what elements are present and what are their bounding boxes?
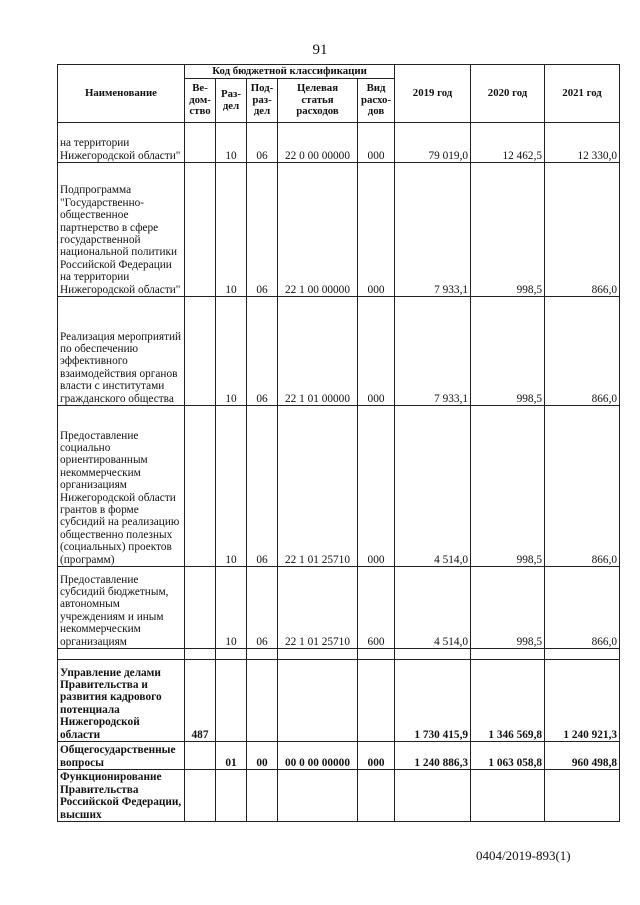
table-row xyxy=(58,660,620,742)
row-target-article: 00 0 00 00000 xyxy=(278,742,358,770)
row-value-2021 xyxy=(545,770,620,822)
row-section: 01 xyxy=(216,742,247,770)
row-name: Управление делами Правительства и развития кадрового потенциала Нижегородской области xyxy=(58,660,185,742)
header-year-2021: 2021 год xyxy=(545,65,620,123)
row-expense-type: 000 xyxy=(358,406,395,567)
header-year-2020: 2020 год xyxy=(471,65,545,123)
header-subsection: Под-раз-дел xyxy=(247,79,278,123)
row-value-2019: 7 933,1 xyxy=(395,297,471,406)
header-target-article: Целевая статья расходов xyxy=(278,79,358,123)
row-target-article: 22 1 01 00000 xyxy=(278,297,358,406)
row-target-article: 22 1 01 25710 xyxy=(278,406,358,567)
row-value-2020: 1 063 058,8 xyxy=(471,742,545,770)
row-expense-type xyxy=(358,770,395,822)
row-name: Подпрограмма "Государственно-общественное партнерство в сфере государственной национальной политики Российской Федерации на территории Нижегородской области" xyxy=(58,163,185,297)
row-section: 10 xyxy=(216,123,247,163)
row-subsection: 06 xyxy=(247,163,278,297)
row-value-2019: 79 019,0 xyxy=(395,123,471,163)
row-target-article: 22 0 00 00000 xyxy=(278,123,358,163)
row-target-article xyxy=(278,660,358,742)
row-name: Общегосударственные вопросы xyxy=(58,742,185,770)
row-value-2019: 4 514,0 xyxy=(395,567,471,649)
row-department xyxy=(185,163,216,297)
table-row xyxy=(58,163,620,297)
row-value-2021: 960 498,8 xyxy=(545,742,620,770)
row-subsection: 06 xyxy=(247,297,278,406)
header-section: Раз-дел xyxy=(216,79,247,123)
row-subsection xyxy=(247,770,278,822)
row-expense-type xyxy=(358,660,395,742)
row-value-2021: 866,0 xyxy=(545,406,620,567)
row-value-2021: 866,0 xyxy=(545,163,620,297)
header-name: Наименование xyxy=(58,65,185,123)
table-row xyxy=(58,770,620,822)
row-section: 10 xyxy=(216,297,247,406)
row-section xyxy=(216,660,247,742)
row-value-2021: 866,0 xyxy=(545,297,620,406)
row-department xyxy=(185,406,216,567)
row-expense-type: 000 xyxy=(358,297,395,406)
row-value-2020: 1 346 569,8 xyxy=(471,660,545,742)
row-expense-type: 000 xyxy=(358,163,395,297)
row-expense-type: 000 xyxy=(358,123,395,163)
row-section: 10 xyxy=(216,163,247,297)
row-name: Реализация мероприятий по обеспечению эффективного взаимодействия органов власти с институтами гражданского общества xyxy=(58,297,185,406)
row-value-2019: 4 514,0 xyxy=(395,406,471,567)
page-number: 91 xyxy=(312,42,328,58)
row-value-2020: 998,5 xyxy=(471,406,545,567)
row-value-2021: 12 330,0 xyxy=(545,123,620,163)
document-code: 0404/2019-893(1) xyxy=(476,848,571,863)
header-year-2019: 2019 год xyxy=(395,65,471,123)
row-target-article xyxy=(278,770,358,822)
row-value-2020 xyxy=(471,770,545,822)
budget-table xyxy=(57,64,620,822)
row-value-2019: 7 933,1 xyxy=(395,163,471,297)
row-subsection xyxy=(247,660,278,742)
row-value-2019: 1 730 415,9 xyxy=(395,660,471,742)
row-value-2020: 998,5 xyxy=(471,297,545,406)
row-department xyxy=(185,742,216,770)
spacer-row xyxy=(58,649,620,660)
table-row xyxy=(58,297,620,406)
header-classification-code: Код бюджетной классификации xyxy=(185,65,395,79)
row-department: 487 xyxy=(185,660,216,742)
row-value-2019: 1 240 886,3 xyxy=(395,742,471,770)
table-row xyxy=(58,742,620,770)
row-value-2020: 998,5 xyxy=(471,567,545,649)
table-row xyxy=(58,123,620,163)
row-department xyxy=(185,123,216,163)
table-row xyxy=(58,406,620,567)
row-target-article: 22 1 01 25710 xyxy=(278,567,358,649)
row-department xyxy=(185,567,216,649)
row-expense-type: 600 xyxy=(358,567,395,649)
row-subsection: 06 xyxy=(247,567,278,649)
row-subsection: 00 xyxy=(247,742,278,770)
row-name: Предоставление социально ориентированным некоммерческим организациям Нижегородской области грантов в форме субсидий на реализацию общественно полезных (социальных) проектов (программ) xyxy=(58,406,185,567)
row-section: 10 xyxy=(216,567,247,649)
row-value-2021: 866,0 xyxy=(545,567,620,649)
row-department xyxy=(185,770,216,822)
header-department: Ве-дом-ство xyxy=(185,79,216,123)
row-section xyxy=(216,770,247,822)
row-value-2021: 1 240 921,3 xyxy=(545,660,620,742)
row-value-2020: 998,5 xyxy=(471,163,545,297)
row-name: на территории Нижегородской области" xyxy=(58,123,185,163)
row-name: Предоставление субсидий бюджетным, автономным учреждениям и иным некоммерческим организациям xyxy=(58,567,185,649)
row-subsection: 06 xyxy=(247,406,278,567)
header-expense-type: Вид расхо-дов xyxy=(358,79,395,123)
row-subsection: 06 xyxy=(247,123,278,163)
row-expense-type: 000 xyxy=(358,742,395,770)
row-value-2019 xyxy=(395,770,471,822)
row-target-article: 22 1 00 00000 xyxy=(278,163,358,297)
table-row xyxy=(58,567,620,649)
row-value-2020: 12 462,5 xyxy=(471,123,545,163)
row-name: Функционирование Правительства Российской Федерации, высших xyxy=(58,770,185,822)
row-section: 10 xyxy=(216,406,247,567)
row-department xyxy=(185,297,216,406)
